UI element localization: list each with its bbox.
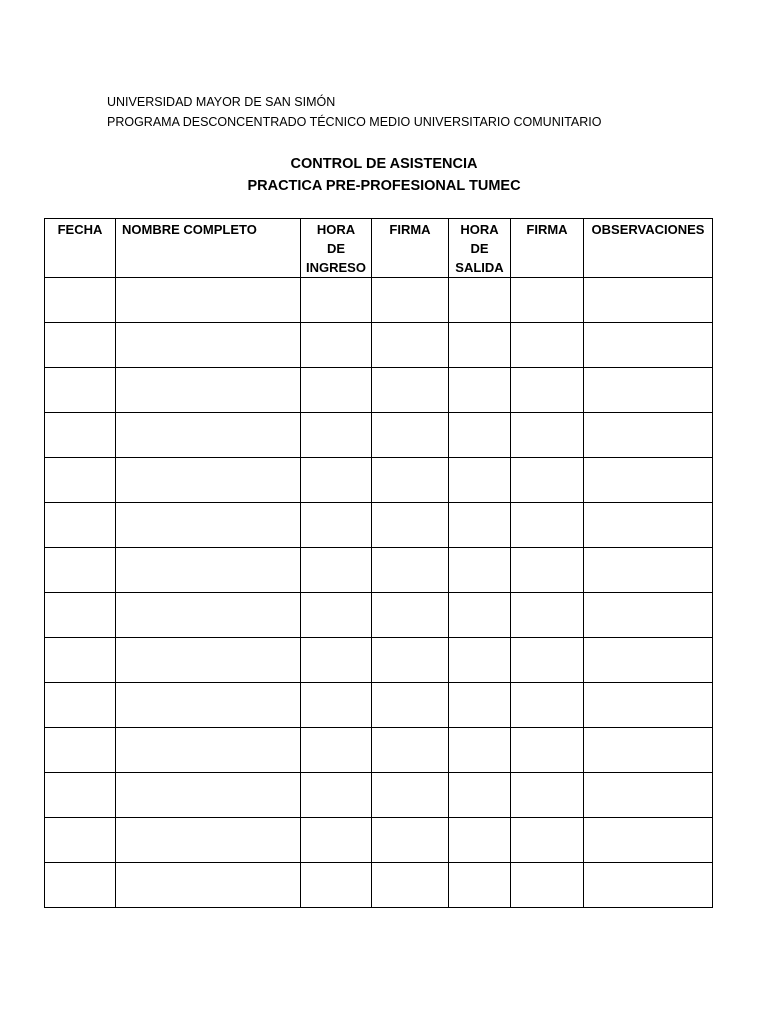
hora-ingreso-cell[interactable] — [301, 683, 372, 728]
hora-ingreso-cell[interactable] — [301, 278, 372, 323]
table-row — [45, 638, 713, 683]
firma-salida-cell[interactable] — [511, 773, 584, 818]
column-header-hora-ingreso-line: INGRESO — [306, 260, 366, 275]
firma-ingreso-cell[interactable] — [372, 278, 449, 323]
firma-ingreso-cell[interactable] — [372, 683, 449, 728]
hora-salida-cell[interactable] — [449, 683, 511, 728]
program-name: PROGRAMA DESCONCENTRADO TÉCNICO MEDIO UNIVERSITARIO COMUNITARIO — [107, 115, 602, 129]
fecha-cell[interactable] — [45, 323, 116, 368]
firma-ingreso-cell[interactable] — [372, 503, 449, 548]
table-row — [45, 548, 713, 593]
firma-ingreso-cell[interactable] — [372, 818, 449, 863]
nombre-cell[interactable] — [116, 863, 301, 908]
hora-ingreso-cell[interactable] — [301, 368, 372, 413]
hora-ingreso-cell[interactable] — [301, 323, 372, 368]
nombre-cell[interactable] — [116, 593, 301, 638]
nombre-cell[interactable] — [116, 458, 301, 503]
observaciones-cell[interactable] — [584, 728, 713, 773]
firma-ingreso-cell[interactable] — [372, 863, 449, 908]
table-row — [45, 278, 713, 323]
observaciones-cell[interactable] — [584, 413, 713, 458]
firma-salida-cell[interactable] — [511, 323, 584, 368]
hora-ingreso-cell[interactable] — [301, 863, 372, 908]
firma-ingreso-cell[interactable] — [372, 638, 449, 683]
hora-salida-cell[interactable] — [449, 548, 511, 593]
column-header-hora-ingreso — [301, 219, 372, 278]
institution-name: UNIVERSIDAD MAYOR DE SAN SIMÓN — [107, 95, 336, 109]
firma-salida-cell[interactable] — [511, 683, 584, 728]
hora-ingreso-cell[interactable] — [301, 773, 372, 818]
table-row — [45, 683, 713, 728]
observaciones-cell[interactable] — [584, 773, 713, 818]
firma-salida-cell[interactable] — [511, 638, 584, 683]
observaciones-cell[interactable] — [584, 593, 713, 638]
firma-salida-cell[interactable] — [511, 278, 584, 323]
observaciones-cell[interactable] — [584, 683, 713, 728]
observaciones-cell[interactable] — [584, 818, 713, 863]
hora-salida-cell[interactable] — [449, 413, 511, 458]
hora-ingreso-cell[interactable] — [301, 458, 372, 503]
fecha-cell[interactable] — [45, 503, 116, 548]
firma-ingreso-cell[interactable] — [372, 413, 449, 458]
nombre-cell[interactable] — [116, 413, 301, 458]
table-row — [45, 458, 713, 503]
table-row — [45, 323, 713, 368]
hora-salida-cell[interactable] — [449, 773, 511, 818]
column-header-firma-ingreso: FIRMA — [372, 219, 449, 278]
hora-ingreso-cell[interactable] — [301, 638, 372, 683]
firma-ingreso-cell[interactable] — [372, 458, 449, 503]
fecha-cell[interactable] — [45, 593, 116, 638]
fecha-cell[interactable] — [45, 638, 116, 683]
firma-salida-cell[interactable] — [511, 503, 584, 548]
hora-salida-cell[interactable] — [449, 728, 511, 773]
table-row — [45, 593, 713, 638]
fecha-cell[interactable] — [45, 773, 116, 818]
document-title — [0, 153, 768, 197]
column-header-hora-salida-line: SALIDA — [455, 260, 504, 275]
firma-ingreso-cell[interactable] — [372, 773, 449, 818]
table-row — [45, 773, 713, 818]
observaciones-cell[interactable] — [584, 638, 713, 683]
column-header-hora-salida — [449, 219, 511, 278]
title-line-1: CONTROL DE ASISTENCIA — [290, 156, 478, 172]
observaciones-cell[interactable] — [584, 548, 713, 593]
firma-ingreso-cell[interactable] — [372, 728, 449, 773]
table-row — [45, 503, 713, 548]
hora-ingreso-cell[interactable] — [301, 593, 372, 638]
fecha-cell[interactable] — [45, 728, 116, 773]
firma-salida-cell[interactable] — [511, 368, 584, 413]
nombre-cell[interactable] — [116, 683, 301, 728]
fecha-cell[interactable] — [45, 548, 116, 593]
document-header — [107, 92, 601, 132]
observaciones-cell[interactable] — [584, 863, 713, 908]
firma-ingreso-cell[interactable] — [372, 368, 449, 413]
hora-salida-cell[interactable] — [449, 458, 511, 503]
observaciones-cell[interactable] — [584, 503, 713, 548]
fecha-cell[interactable] — [45, 278, 116, 323]
column-header-hora-ingreso-line: DE — [326, 241, 346, 256]
fecha-cell[interactable] — [45, 413, 116, 458]
observaciones-cell[interactable] — [584, 278, 713, 323]
nombre-cell[interactable] — [116, 278, 301, 323]
hora-salida-cell[interactable] — [449, 818, 511, 863]
hora-salida-cell[interactable] — [449, 503, 511, 548]
fecha-cell[interactable] — [45, 818, 116, 863]
hora-salida-cell[interactable] — [449, 863, 511, 908]
column-header-fecha: FECHA — [45, 219, 116, 278]
fecha-cell[interactable] — [45, 368, 116, 413]
firma-salida-cell[interactable] — [511, 548, 584, 593]
firma-ingreso-cell[interactable] — [372, 323, 449, 368]
firma-ingreso-cell[interactable] — [372, 593, 449, 638]
nombre-cell[interactable] — [116, 728, 301, 773]
hora-ingreso-cell[interactable] — [301, 818, 372, 863]
firma-salida-cell[interactable] — [511, 728, 584, 773]
table-header-row — [45, 219, 713, 278]
firma-ingreso-cell[interactable] — [372, 548, 449, 593]
nombre-cell[interactable] — [116, 368, 301, 413]
fecha-cell[interactable] — [45, 458, 116, 503]
column-header-hora-salida-line: DE — [470, 241, 489, 256]
table-row — [45, 818, 713, 863]
firma-salida-cell[interactable] — [511, 863, 584, 908]
table-row — [45, 368, 713, 413]
column-header-nombre: NOMBRE COMPLETO — [116, 219, 301, 278]
observaciones-cell[interactable] — [584, 458, 713, 503]
hora-ingreso-cell[interactable] — [301, 728, 372, 773]
attendance-table — [44, 218, 713, 908]
hora-ingreso-cell[interactable] — [301, 413, 372, 458]
hora-salida-cell[interactable] — [449, 278, 511, 323]
title-line-2: PRACTICA PRE-PROFESIONAL TUMEC — [247, 178, 521, 194]
firma-salida-cell[interactable] — [511, 818, 584, 863]
firma-salida-cell[interactable] — [511, 458, 584, 503]
hora-salida-cell[interactable] — [449, 368, 511, 413]
nombre-cell[interactable] — [116, 503, 301, 548]
table-row — [45, 863, 713, 908]
hora-salida-cell[interactable] — [449, 638, 511, 683]
nombre-cell[interactable] — [116, 773, 301, 818]
observaciones-cell[interactable] — [584, 323, 713, 368]
column-header-firma-salida: FIRMA — [511, 219, 584, 278]
column-header-observaciones: OBSERVACIONES — [584, 219, 713, 278]
observaciones-cell[interactable] — [584, 368, 713, 413]
table-row — [45, 728, 713, 773]
table-row — [45, 413, 713, 458]
nombre-cell[interactable] — [116, 548, 301, 593]
nombre-cell[interactable] — [116, 323, 301, 368]
nombre-cell[interactable] — [116, 818, 301, 863]
firma-salida-cell[interactable] — [511, 413, 584, 458]
column-header-hora-ingreso-line: HORA — [316, 222, 356, 237]
fecha-cell[interactable] — [45, 863, 116, 908]
firma-salida-cell[interactable] — [511, 593, 584, 638]
fecha-cell[interactable] — [45, 683, 116, 728]
hora-ingreso-cell[interactable] — [301, 503, 372, 548]
hora-ingreso-cell[interactable] — [301, 548, 372, 593]
nombre-cell[interactable] — [116, 638, 301, 683]
table-body — [45, 278, 713, 908]
column-header-hora-salida-line: HORA — [460, 222, 499, 237]
hora-salida-cell[interactable] — [449, 593, 511, 638]
hora-salida-cell[interactable] — [449, 323, 511, 368]
